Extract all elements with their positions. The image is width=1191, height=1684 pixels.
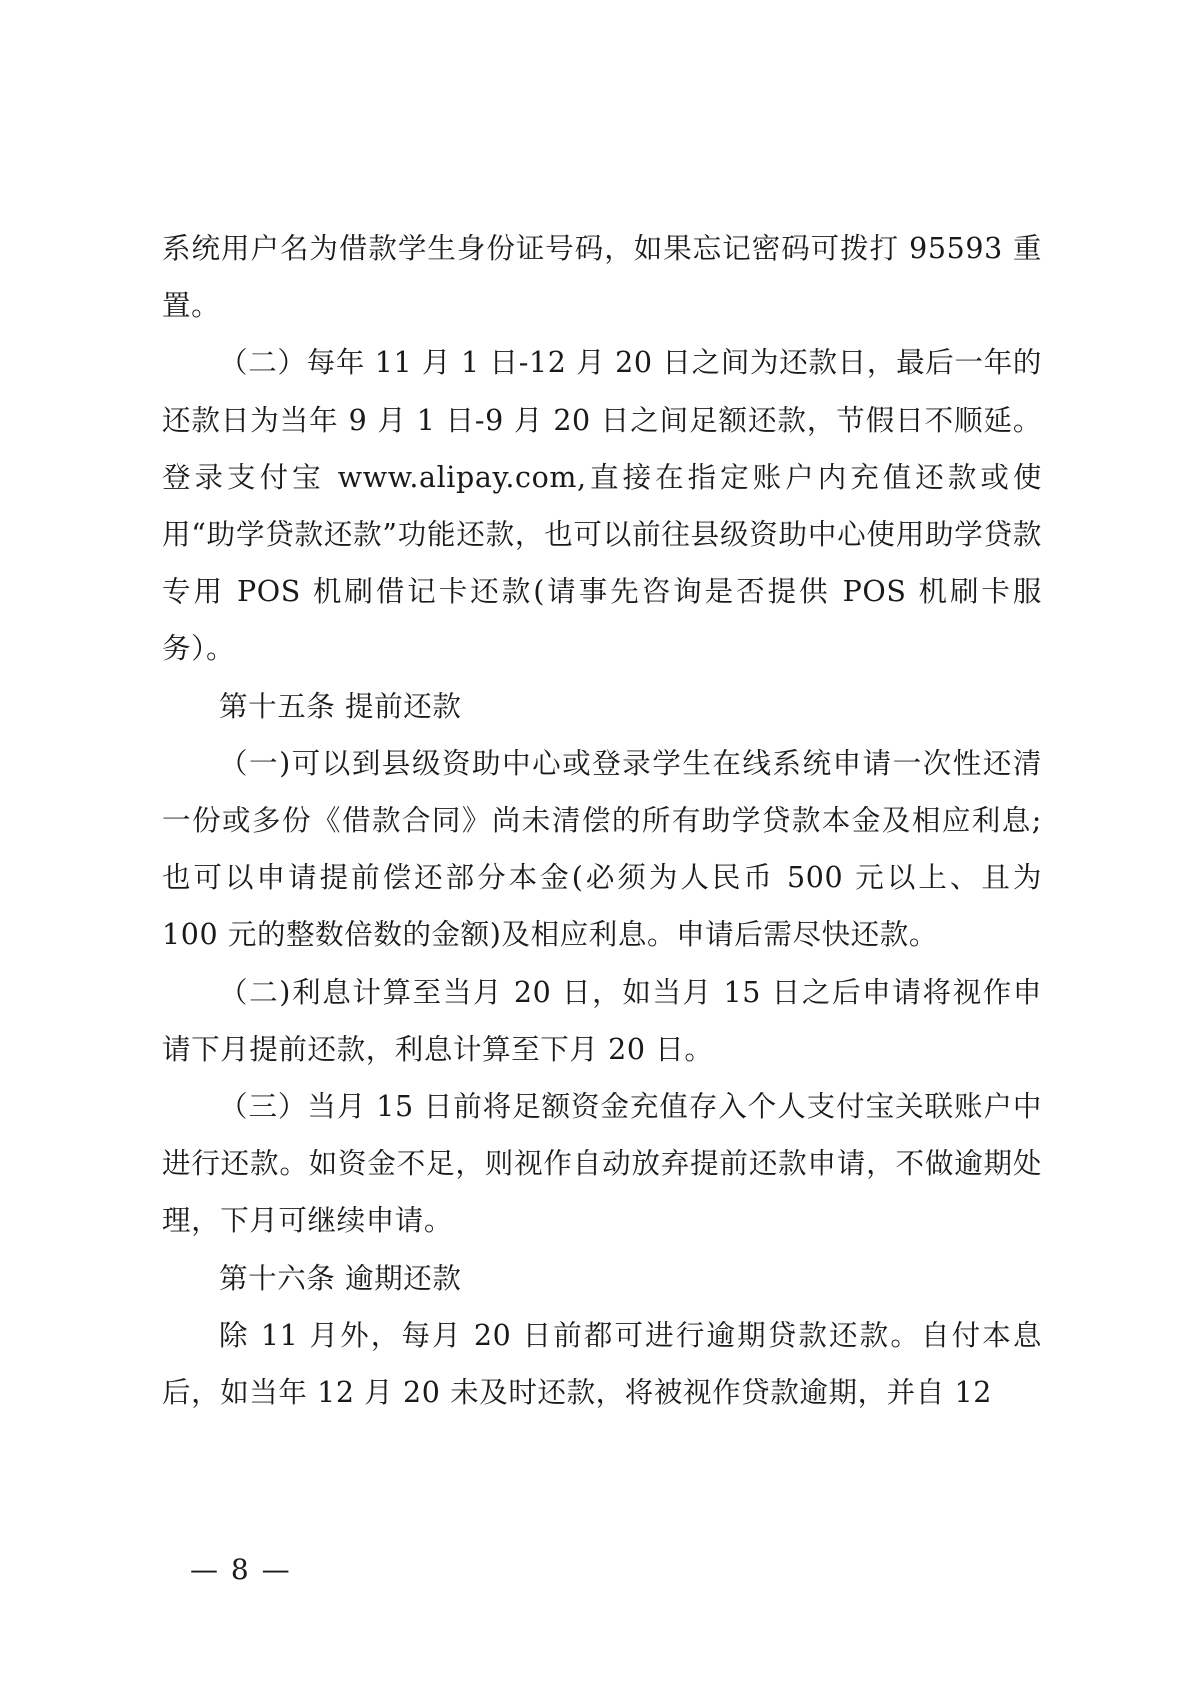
paragraph-username-reset: 系统用户名为借款学生身份证号码，如果忘记密码可拨打 95593 重置。 <box>162 232 1042 323</box>
paragraph-early-repayment-apply: （一)可以到县级资助中心或登录学生在线系统申请一次性还清一份或多份《借款合同》尚未清偿的所有助学贷款本金及相应利息;也可以申请提前偿还部分本金(必须为人民币 500 元以上、且为 100 元的整数倍数的金额)及相应利息。申请后需尽快还款。 <box>162 746 1042 952</box>
paragraph-overdue-repayment: 除 11 月外，每月 20 日前都可进行逾期贷款还款。自付本息后，如当年 12 月 20 未及时还款，将被视作贷款逾期，并自 12 <box>162 1318 1042 1410</box>
article-16-heading: 第十六条 逾期还款 <box>219 1261 462 1295</box>
paragraph-interest-calculation: （二)利息计算至当月 20 日，如当月 15 日之后申请将视作申请下月提前还款，利息计算至下月 20 日。 <box>162 975 1042 1066</box>
page-number: — 8 — <box>190 1553 292 1586</box>
paragraph-repayment-period: （二）每年 11 月 1 日-12 月 20 日之间为还款日，最后一年的还款日为当年 9 月 1 日-9 月 20 日之间足额还款，节假日不顺延。登录支付宝 www.alipay.com,直接在指定账户内充值还款或使用“助学贷款还款”功能还款，也可以前往县级资助中心使用助学贷款专用 POS 机刷借记卡还款(请事先咨询是否提供 POS 机刷卡服务）。 <box>162 346 1042 666</box>
paragraph-fund-deposit: （三）当月 15 日前将足额资金充值存入个人支付宝关联账户中进行还款。如资金不足，则视作自动放弃提前还款申请，不做逾期处理，下月可继续申请。 <box>162 1090 1042 1238</box>
body-text <box>162 220 1042 1421</box>
article-15-heading: 第十五条 提前还款 <box>219 689 462 723</box>
